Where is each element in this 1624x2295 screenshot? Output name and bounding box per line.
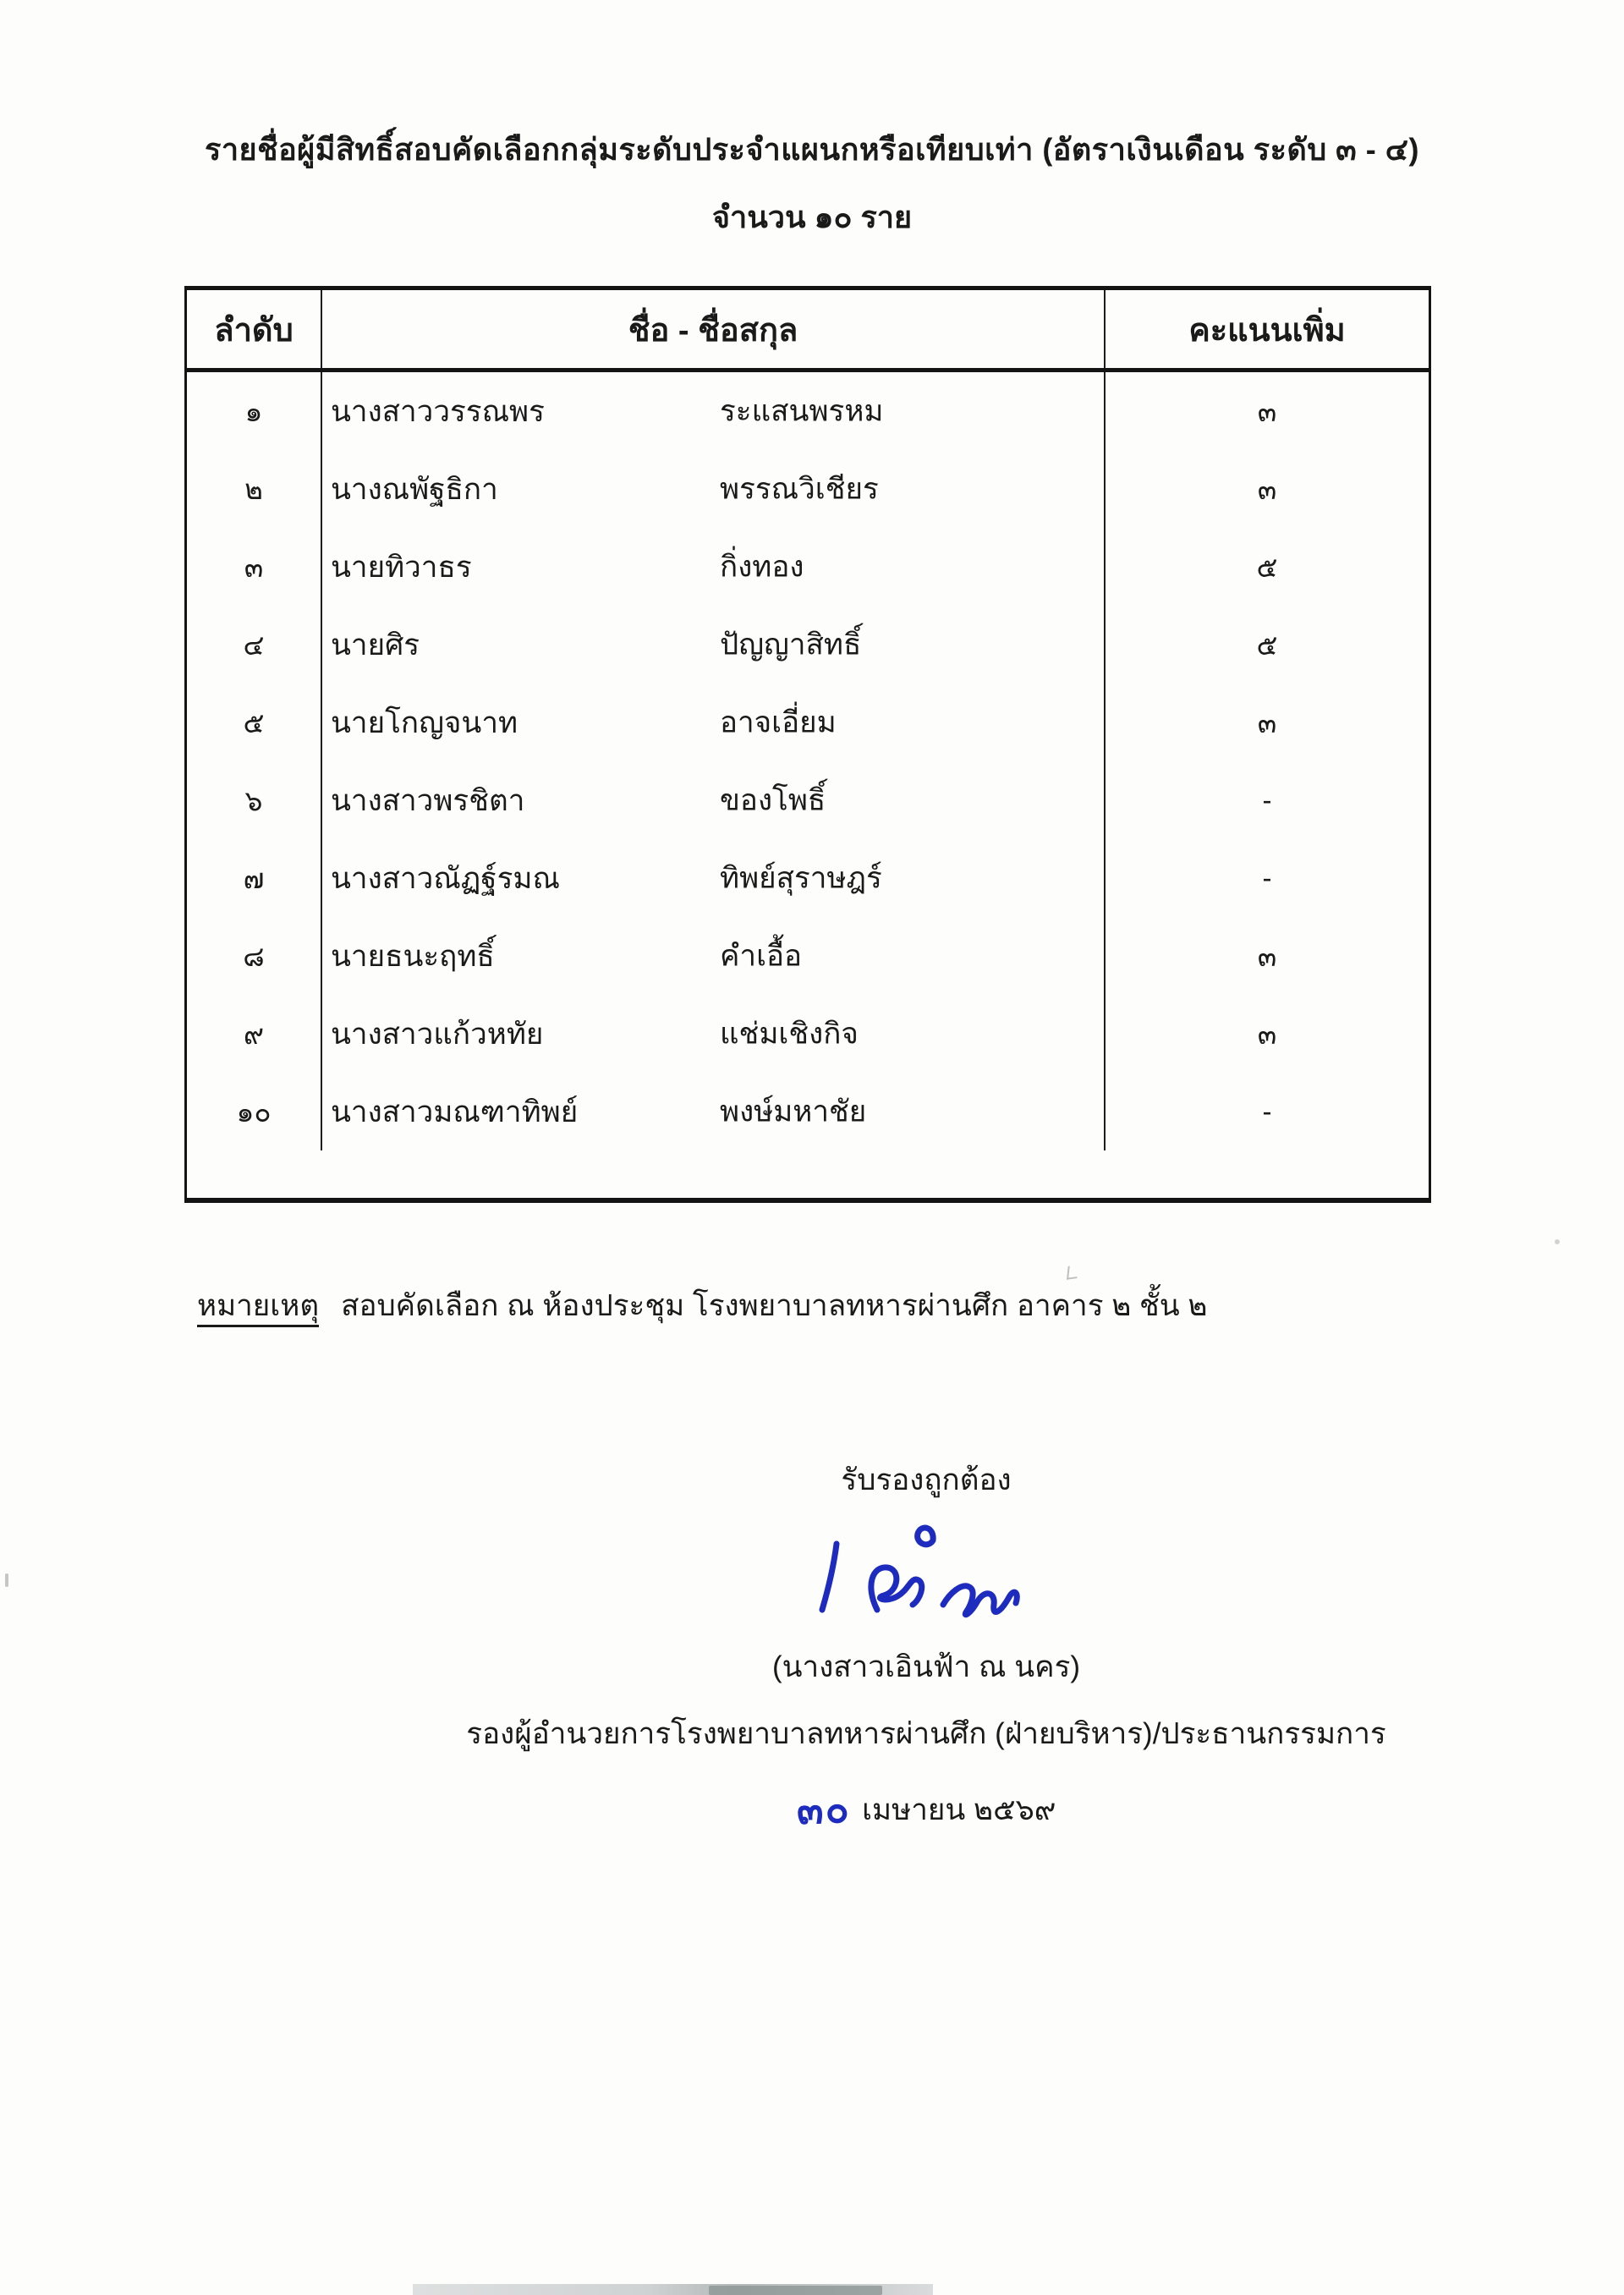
row-name-cell	[322, 528, 1106, 606]
row-index-cell: ๙	[187, 995, 322, 1073]
row-index-cell: ๑	[187, 372, 322, 450]
header-cell-index: ลำดับ	[187, 290, 322, 368]
table-header-row	[187, 290, 1429, 372]
row-first-name: นางณพัฐธิกา	[331, 472, 498, 506]
signer-name: (นางสาวเอินฟ้า ณ นคร)	[771, 1650, 1081, 1683]
row-index-cell: ๖	[187, 761, 322, 839]
certify-text: รับรองถูกต้อง	[841, 1463, 1012, 1496]
scan-edge-tick	[5, 1573, 8, 1587]
row-index-cell: ๓	[187, 528, 322, 606]
row-index-cell: ๗	[187, 839, 322, 917]
row-last-name: อาจเอี่ยม	[720, 706, 837, 739]
row-first-name: นางสาวณัฏฐ์รมณ	[331, 861, 560, 895]
row-first-name: นายโกญจนาท	[331, 706, 518, 739]
document-title: รายชื่อผู้มีสิทธิ์สอบคัดเลือกกลุ่มระดับประจำแผนกหรือเทียบเท่า (อัตราเงินเดือน ระดับ ๓ - ๔)	[204, 132, 1420, 167]
row-last-name: กิ่งทอง	[720, 550, 804, 584]
stray-pen-mark	[1067, 1265, 1078, 1280]
row-name-cell	[322, 372, 1106, 450]
row-score-cell: -	[1262, 862, 1272, 893]
date-day-handwritten: ๓๐	[795, 1786, 851, 1833]
handwritten-signature	[457, 1515, 1396, 1642]
table-row	[187, 606, 1429, 684]
row-name-cell	[322, 839, 1106, 917]
table-row	[187, 995, 1429, 1073]
table-row	[187, 684, 1429, 761]
signer-title: รองผู้อำนวยการโรงพยาบาลทหารผ่านศึก (ฝ่ายบริหาร)/ประธานกรรมการ	[466, 1717, 1386, 1750]
row-first-name: นายทิวาธร	[331, 550, 472, 584]
row-first-name: นายธนะฤทธิ์	[331, 939, 495, 973]
note-text: สอบคัดเลือก ณ ห้องประชุม โรงพยาบาลทหารผ่านศึก อาคาร ๒ ชั้น ๒	[341, 1289, 1208, 1322]
row-score-cell: ๓	[1257, 706, 1277, 738]
table-row	[187, 1073, 1429, 1150]
row-score-cell: ๓	[1257, 940, 1277, 972]
document-subtitle: จำนวน ๑๐ ราย	[711, 200, 913, 234]
row-score-cell: ๕	[1256, 629, 1278, 661]
date-line	[457, 1779, 1396, 1841]
scan-edge-dot	[1555, 1239, 1560, 1244]
row-first-name: นางสาวมณฑาทิพย์	[331, 1095, 579, 1128]
row-last-name: แช่มเชิงกิจ	[720, 1017, 859, 1051]
row-name-cell	[322, 684, 1106, 761]
table-row	[187, 839, 1429, 917]
row-last-name: ระแสนพรหม	[720, 394, 884, 428]
signature-ink-svg	[799, 1515, 1053, 1642]
header-cell-score: คะแนนเพิ่ม	[1188, 312, 1346, 349]
row-last-name: พรรณวิเชียร	[720, 472, 879, 506]
row-name-cell	[322, 917, 1106, 995]
row-last-name: ปัญญาสิทธิ์	[720, 628, 862, 662]
row-first-name: นายศิร	[331, 628, 420, 662]
row-name-cell	[322, 450, 1106, 528]
row-index-cell: ๘	[187, 917, 322, 995]
row-last-name: ของโพธิ์	[720, 783, 826, 817]
candidates-table	[184, 286, 1431, 1203]
date-month-year: เมษายน ๒๕๖๙	[862, 1793, 1056, 1826]
table-row	[187, 917, 1429, 995]
row-index-cell: ๔	[187, 606, 322, 684]
row-score-cell: ๓	[1257, 395, 1277, 427]
row-first-name: นางสาวพรชิตา	[331, 783, 525, 817]
row-score-cell: ๓	[1257, 473, 1277, 505]
row-score-cell: ๓	[1257, 1018, 1277, 1050]
row-last-name: พงษ์มหาชัย	[720, 1095, 867, 1128]
row-score-cell: -	[1262, 1095, 1272, 1127]
row-score-cell: ๕	[1256, 551, 1278, 583]
table-body	[187, 372, 1429, 1150]
row-index-cell: ๕	[187, 684, 322, 761]
row-name-cell	[322, 606, 1106, 684]
row-first-name: นางสาวแก้วหทัย	[331, 1017, 544, 1051]
signature-block	[457, 1457, 1396, 1841]
table-row	[187, 450, 1429, 528]
row-name-cell	[322, 761, 1106, 839]
row-name-cell	[322, 1073, 1106, 1150]
row-score-cell: -	[1262, 784, 1272, 815]
header-cell-name: ชื่อ - ชื่อสกุล	[322, 290, 1106, 368]
row-last-name: คำเอื้อ	[720, 939, 803, 973]
note-label: หมายเหตุ	[197, 1289, 319, 1327]
row-index-cell: ๒	[187, 450, 322, 528]
note-line	[197, 1282, 1208, 1329]
row-last-name: ทิพย์สุราษฎร์	[720, 861, 882, 895]
row-first-name: นางสาววรรณพร	[331, 394, 545, 428]
table-row	[187, 528, 1429, 606]
table-row	[187, 761, 1429, 839]
row-name-cell	[322, 995, 1106, 1073]
row-index-cell: ๑๐	[187, 1073, 322, 1150]
table-row	[187, 372, 1429, 450]
scan-smudge-dark	[709, 2286, 882, 2295]
